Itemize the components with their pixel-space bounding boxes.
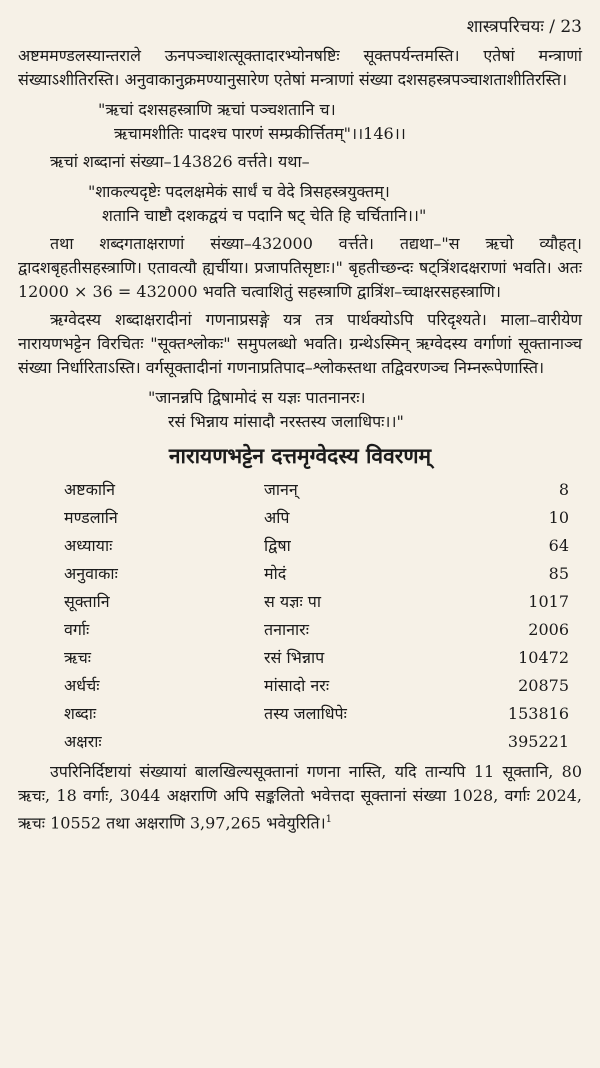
table-row xyxy=(64,644,569,672)
row-label: ऋचः xyxy=(64,648,92,667)
row-value: 395221 xyxy=(507,732,569,751)
row-value: 10 xyxy=(548,508,569,527)
row-word: तस्य जलाधिपेः xyxy=(264,704,347,723)
rigveda-details-table xyxy=(64,476,569,756)
row-label: अध्यायाः xyxy=(64,536,113,555)
footnote-marker: 1 xyxy=(325,814,333,825)
row-value: 10472 xyxy=(518,648,569,667)
verse-2-line-1: "शाकल्यदृष्टेः पदलक्षमेकं सार्धं च वेदे त्रिसहस्त्रयुक्तम्। xyxy=(88,182,390,201)
table-row xyxy=(64,560,569,588)
row-value: 64 xyxy=(548,536,569,555)
table-row xyxy=(64,700,569,728)
row-word: स यज्ञः पा xyxy=(264,592,321,611)
verse-1-line-2: ऋचामशीतिः पादश्च पारणं सम्प्रकीर्त्तितम्"।।146।। xyxy=(114,124,406,143)
table-row xyxy=(64,588,569,616)
running-head: शास्त्रपरिचयः / 23 xyxy=(466,17,582,37)
table-row xyxy=(64,672,569,700)
row-word: मांसादो नरः xyxy=(264,676,330,695)
row-word: द्विषा xyxy=(264,536,291,555)
table-row xyxy=(64,532,569,560)
section-heading: नारायणभट्टेन दत्तमृग्वेदस्य विवरणम् xyxy=(168,443,432,468)
paragraph-5-text: उपरिनिर्दिष्टायां संख्यायां बालखिल्यसूक्तानां गणना नास्ति, यदि तान्यपि 11 सूक्तानि, 80 ऋचः, 18 वर्गाः, 3044 अक्षराणि अपि सङ्कलितो भवेत्तदा सूक्तानां संख्या 1028, वर्गाः 2024, ऋचः 10552 तथा अक्षराणि 3,97,265 भवेयुरिति। xyxy=(18,762,582,833)
row-word: तनानारः xyxy=(264,620,309,639)
row-word: मोदं xyxy=(264,564,287,583)
table-row xyxy=(64,504,569,532)
row-label: अक्षराः xyxy=(64,732,102,751)
table-row xyxy=(64,476,569,504)
row-value: 2006 xyxy=(528,620,569,639)
verse-3-line-2: रसं भिन्नाय मांसादौ नरस्तस्य जलाधिपः।।" xyxy=(168,412,404,431)
table-row xyxy=(64,616,569,644)
paragraph-5 xyxy=(18,760,582,835)
row-word: रसं भिन्नाप xyxy=(264,648,325,667)
row-label: मण्डलानि xyxy=(64,508,118,527)
row-label: अर्धर्चः xyxy=(64,676,100,695)
row-label: शब्दाः xyxy=(64,704,97,723)
paragraph-1: अष्टममण्डलस्यान्तराले ऊनपञ्चाशत्सूक्तादारभ्योनषष्टिः सूक्तपर्यन्तमस्ति। एतेषां मन्त्राणां संख्याऽशीतिरस्ति। अनुवाकानुक्रमण्यानुसारेण एतेषां मन्त्राणां संख्या दशसहस्त्रपञ्चाशताशीतिरस्ति। xyxy=(18,46,582,89)
row-value: 20875 xyxy=(518,676,569,695)
verse-1 xyxy=(18,98,582,146)
row-label: अनुवाकाः xyxy=(64,564,118,583)
table-row xyxy=(64,728,569,756)
row-label: अष्टकानि xyxy=(64,480,116,499)
verse-2-line-2: शतानि चाष्टौ दशकद्वयं च पदानि षट् चेति हि चर्चितानि।।" xyxy=(102,206,427,225)
paragraph-4: ऋग्वेदस्य शब्दाक्षरादीनां गणनाप्रसङ्गे यत्र तत्र पार्थक्योऽपि परिदृश्यते। माला–वारीयेण नारायणभट्टेन विरचितः "सूक्तश्लोकः" समुपलब्धो भवति। ग्रन्थेऽस्मिन् ऋग्वेदस्य वर्गाणां सूक्तानाञ्च संख्या निर्धारिताऽस्ति। वर्गसूक्तादीनां गणनाप्रतिपाद–श्लोकस्तथा तद्विवरणञ्च निम्नरूपेणास्ति। xyxy=(18,310,582,377)
row-value: 85 xyxy=(548,564,569,583)
row-value: 153816 xyxy=(507,704,569,723)
paragraph-3: तथा शब्दगताक्षराणां संख्या–432000 वर्त्तते। तद्यथा–"स ऋचो व्यौहत्। द्वादशबृहतीसहस्त्राणि। एतावत्यौ ह्यर्चीया। प्रजापतिसृष्टाः।" बृहतीच्छन्दः षट्त्रिंशदक्षराणां भवति। अतः 12000 × 36 = 432000 भवति चत्वाशितुं सहस्त्राणि द्वात्रिंश–च्चाक्षरसहस्त्राणि। xyxy=(18,234,582,301)
row-value: 8 xyxy=(558,480,569,499)
verse-3-line-1: "जानन्नपि द्विषामोदं स यज्ञः पातनानरः। xyxy=(148,388,366,407)
row-word: अपि xyxy=(264,508,290,527)
row-word xyxy=(264,728,459,756)
verse-1-line-1: "ऋचां दशसहस्त्राणि ऋचां पञ्चशतानि च। xyxy=(98,100,336,119)
row-value: 1017 xyxy=(528,592,569,611)
paragraph-2: ऋचां शब्दानां संख्या–143826 वर्त्तते। यथा– xyxy=(50,152,310,171)
row-word: जानन् xyxy=(264,480,298,499)
verse-3 xyxy=(18,386,582,434)
row-label: सूक्तानि xyxy=(64,592,110,611)
verse-2 xyxy=(18,180,582,228)
row-label: वर्गाः xyxy=(64,620,90,639)
